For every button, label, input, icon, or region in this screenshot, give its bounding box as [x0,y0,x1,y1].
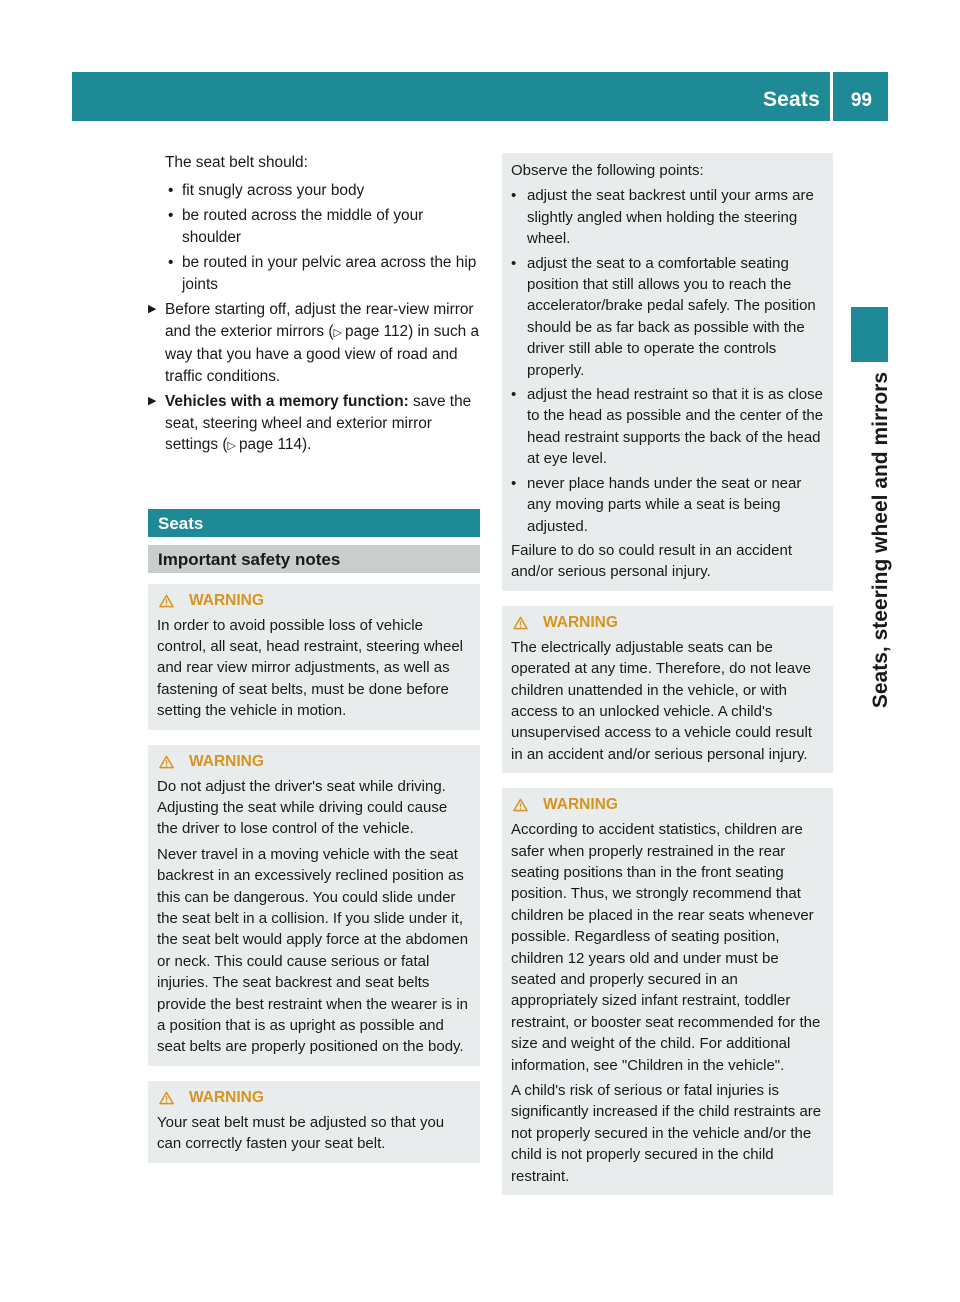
warning-text: According to accident statistics, children are safer when properly restrained in the rear seating positions than in the front seating position. Thus, we strongly recommend that children be placed in the rear seats whenever possible. Regardless of seating position, children 12 years old and under must be seated and properly secured in an appropriately sized infant restraint, toddler restraint, or booster seat recommended for the size and weight of the child. For additional information, see "Children in the vehicle". [511,821,821,1074]
warning-text: Do not adjust the driver's seat while driving. Adjusting the seat while driving could cause the driver to lose control of the vehicle. [157,777,448,838]
warning-label: WARNING [189,591,264,609]
warning-label: WARNING [189,752,264,770]
list-item: • fit snugly across your body [168,181,365,199]
header-section-title: Seats [762,88,820,111]
instruction-step-memory: ▶ Vehicles with a memory function: save the seat, steering wheel and exterior mirror settings (▷ page 114). [148,393,472,453]
warning-label: WARNING [543,796,618,814]
warning-text: The electrically adjustable seats can be operated at any time. Therefore, do not leave children unattended in the vehicle, or with access to an unlocked vehicle. A child's unsupervised access to a vehicle could result in an accident and/or serious personal injury. [511,638,812,763]
section-heading-seats: Seats [148,509,480,537]
chapter-tab-marker [851,307,888,362]
list-item: • be routed in your pelvic area across the hip joints [168,254,477,293]
observe-outro: Failure to do so could result in an accident and/or serious personal injury. [511,541,792,581]
warning-text: In order to avoid possible loss of vehicle control, all seat, head restraint, steering wheel and rear view mirror adjustments, as well as fastening of seat belts, must be done before setting the vehicle in motion. [157,616,463,720]
warning-text: A child's risk of serious or fatal injuries is significantly increased if the child restraints are not properly secured in the vehicle and/or the child is not properly secured in the child restraint. [511,1082,822,1185]
warning-triangle-icon [513,616,528,630]
step-arrow-icon: ▶ [148,303,157,315]
belt-intro: The seat belt should: [165,154,308,171]
right-column [502,153,833,1195]
observe-points-box [502,153,833,591]
list-item: • be routed across the middle of your shoulder [168,207,424,246]
page-reference-link[interactable]: page 112 [345,322,409,340]
list-item: • adjust the seat backrest until your arms are slightly angled when holding the steering wheel. [511,187,814,248]
page-header [72,72,888,121]
warning-box [502,606,833,773]
warning-box [148,1081,480,1163]
header-divider [830,72,833,121]
warning-box [502,788,833,1195]
warning-triangle-icon [159,594,174,608]
step-arrow-icon: ▶ [148,395,157,407]
warning-label: WARNING [189,1088,264,1106]
warning-text: Your seat belt must be adjusted so that you can correctly fasten your seat belt. [157,1113,445,1153]
list-item: • adjust the head restraint so that it is as close to the head as possible and the center of the head restraint supports the back of the head at eye level. [511,386,824,468]
list-item: • adjust the seat to a comfortable seating position that still allows you to reach the accelerator/brake pedal safely. The position should be as far back as possible with the driver still able to operate the controls properly. [511,254,816,379]
warning-triangle-icon [159,755,174,769]
page-ref-arrow-icon: ▷ [333,326,346,339]
page-number: 99 [850,90,872,111]
subsection-heading-safety-notes: Important safety notes [148,545,480,573]
page-ref-arrow-icon: ▷ [227,440,239,452]
chapter-tab-label: Seats, steering wheel and mirrors [869,372,892,709]
observe-intro: Observe the following points: [511,162,704,179]
list-item: • never place hands under the seat or near any moving parts while a seat is being adjusted. [511,474,802,535]
instruction-step-mirrors: ▶ Before starting off, adjust the rear-view mirror and the exterior mirrors (▷ page 112) in such a way that you have a good view of road and traffic conditions. [148,301,480,385]
warning-triangle-icon [159,1091,174,1105]
warning-box [148,745,480,1066]
left-column [148,152,480,1163]
warning-box [148,584,480,730]
page-reference-link[interactable]: page 114 [238,436,303,453]
warning-triangle-icon [513,798,528,812]
warning-label: WARNING [543,613,618,631]
warning-text: Never travel in a moving vehicle with the seat backrest in an excessively reclined position as this can be dangerous. You could slide under the seat belt in a collision. If you slide under it, the seat belt would apply force at the abdomen or neck. This could cause serious or fatal injuries. The seat backrest and seat belts provide the best restraint when the wearer is in a position that is as upright as possible and seat belts are properly positioned on the body. [157,845,469,1056]
